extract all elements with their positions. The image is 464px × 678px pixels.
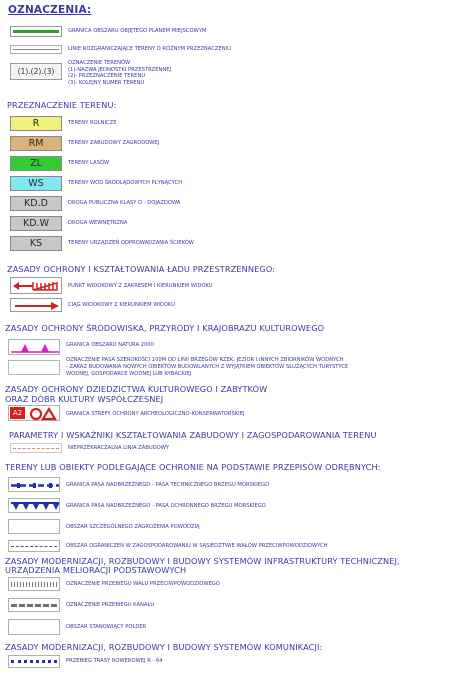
flood-zone-label: OBSZAR SZCZEGÓLNEGO ZAGROŻENIA POWODZIĄ [66, 524, 200, 530]
land-use-code-rm: RM [10, 136, 62, 151]
flood-zone-symbol [8, 519, 60, 534]
land-use-code-kdw: KD.W [10, 216, 62, 231]
protected-heading: TERENY LUB OBIEKTY PODLEGAJĄCE OCHRONIE NA PODSTAWIE PRZEPISÓW ODRĘBNYCH: [5, 462, 381, 472]
land-use-code-r: R [10, 116, 62, 131]
water-buffer-line-1: OZNACZENIE PASA SZEROKOŚCI 100M OD LINII BRZEGÓW RZEK, JEZIOR I INNYCH ZBIORNIKÓW WODNYCH [66, 357, 344, 363]
terrain-code-line-2: (1)-NAZWA JEDNOSTKI PRZESTRZENNEJ [68, 66, 172, 73]
spatial-order-heading: ZASADY OCHRONY I KSZTAŁTOWANIA ŁADU PRZESTRZENNEGO: [7, 264, 276, 274]
land-use-label-r: TERENY ROLNICZE [68, 120, 117, 126]
land-use-label-rm: TERENY ZABUDOWY ZAGRODOWEJ [68, 140, 160, 146]
canal-label: OZNACZENIE PRZEBIEGU KANAŁU [66, 602, 155, 608]
communication-heading: ZASADY MODERNIZACJI, ROZBUDOWY I BUDOWY SYSTEMÓW KOMUNIKACJI: [5, 642, 323, 652]
viewpoint-label: PUNKT WIDOKOWY Z ZAKRESEM I KIERUNKIEM WIDOKU [68, 283, 213, 289]
land-use-code-kdd: KD.D [10, 196, 62, 211]
natura-2000-symbol [8, 339, 60, 355]
levee-label: OZNACZENIE PRZEBIEGU WAŁU PRZECIWPOWODZIOWEGO [66, 581, 220, 587]
land-use-label-ws: TERENY WÓD ŚRÓDLĄDOWYCH PŁYNĄCYCH [68, 180, 183, 186]
levee-symbol [8, 577, 60, 591]
land-use-label-kdw: DROGA WEWNĘTRZNA [68, 220, 128, 226]
archaeology-zone-code: A2 [10, 407, 25, 419]
water-buffer-symbol [8, 360, 60, 375]
land-use-label-zl: TERENY LASÓW [68, 160, 110, 166]
technical-belt-label: GRANICA PASA NADBRZEŻNEGO - PASA TECHNICZNEGO BRZEGU MORSKIEGO [66, 482, 270, 488]
land-use-code-zl: ZL [10, 156, 62, 171]
legend-title: OZNACZENIA: [8, 4, 92, 16]
terrain-code-line-3: (2)- PRZEZNACZENIE TERENU [68, 73, 146, 79]
water-buffer-line-2: - ZAKAZ BUDOWANIA NOWYCH OBIEKTÓW BUDOWLANYCH Z WYJĄTKIEM OBIEKTÓW SŁUŻĄCYCH TURYSTYCE [66, 364, 349, 370]
restricted-area-label: OBSZAR OGRANICZEŃ W ZAGOSPODAROWANIU W SĄSIEDZTWIE WAŁÓW PRZECIWPOWODZIOWYCH [66, 543, 328, 549]
building-line-symbol [10, 443, 62, 453]
land-use-code-ws: WS [10, 176, 62, 191]
protective-belt-label: GRANICA PASA NADBRZEŻNEGO - PASA OCHRONNEGO BRZEGU MORSKIEGO [66, 503, 266, 509]
infrastructure-heading-line-2: URZĄDZENIA MELIORACJI PODSTAWOWYCH [5, 565, 187, 575]
protective-belt-symbol [8, 498, 60, 513]
dividing-lines-label: LINIE ROZGRANICZAJĄCE TERENY O RÓŻNYM PRZEZNACZENIU [68, 46, 231, 52]
land-use-label-kdd: DROGA PUBLICZNA KLASY D - DOJAZDOWA [68, 200, 181, 206]
parameters-heading: PARAMETRY I WSKAŹNIKI KSZTAŁTOWANIA ZABUDOWY I ZAGOSPODAROWANIA TERENU [9, 430, 377, 440]
terrain-code-symbol: (1).(2).(3) [10, 63, 62, 80]
view-corridor-icon [10, 298, 62, 312]
polder-symbol [8, 619, 60, 635]
technical-belt-symbol [8, 477, 60, 492]
environment-heading: ZASADY OCHRONY ŚRODOWISKA, PRZYRODY I KRAJOBRAZU KULTUROWEGO [5, 323, 325, 333]
plan-boundary-label: GRANICA OBSZARU OBJĘTEGO PLANEM MIEJSCOWYM [68, 28, 207, 34]
heritage-heading-line-2: ORAZ DÓBR KULTURY WSPÓŁCZESNEJ [5, 394, 164, 404]
dividing-lines-symbol [10, 45, 62, 54]
bike-route-label: PRZEBIEG TRASY ROWEROWEJ R - 64 [66, 658, 163, 664]
land-use-heading: PRZEZNACZENIE TERENU: [7, 100, 117, 110]
natura-2000-label: GRANICA OBSZARU NATURA 2000 [66, 342, 154, 348]
polder-label: OBSZAR STANOWIĄCY POLDER [66, 624, 147, 630]
bike-route-symbol [8, 655, 60, 668]
water-buffer-line-3: WODNEJ, GOSPODARCE WODNEJ LUB RYBACKIEJ [66, 371, 192, 377]
archaeology-zone-label: GRANICA STREFY OCHRONY ARCHEOLOGICZNO-KONSERWATORSKIEJ [66, 411, 245, 417]
infrastructure-heading-line-1: ZASADY MODERNIZACJI, ROZBUDOWY I BUDOWY SYSTEMÓW INFRASTRUKTURY TECHNICZNEJ, [5, 556, 400, 566]
terrain-code-line-1: OZNACZENIE TERENÓW [68, 60, 131, 66]
restricted-area-symbol [8, 540, 60, 552]
canal-symbol [8, 598, 60, 612]
view-corridor-label: CIĄG WIDOKOWY Z KIERUNKIEM WIDOKU [68, 302, 175, 308]
plan-boundary-symbol [10, 26, 62, 37]
viewpoint-icon [10, 277, 62, 294]
land-use-code-ks: KS [10, 236, 62, 251]
building-line-label: NIEPRZEKRACZALNA LINIA ZABUDOWY [68, 445, 170, 451]
archaeology-zone-symbol [8, 405, 60, 421]
heritage-heading-line-1: ZASADY OCHRONY DZIEDZICTWA KULTUROWEGO I ZABYTKÓW [5, 384, 268, 394]
land-use-label-ks: TERENY URZĄDZEŃ ODPROWADZANIA ŚCIEKÓW [68, 240, 194, 246]
terrain-code-line-4: (3)- KOLEJNY NUMER TERENU [68, 79, 145, 86]
